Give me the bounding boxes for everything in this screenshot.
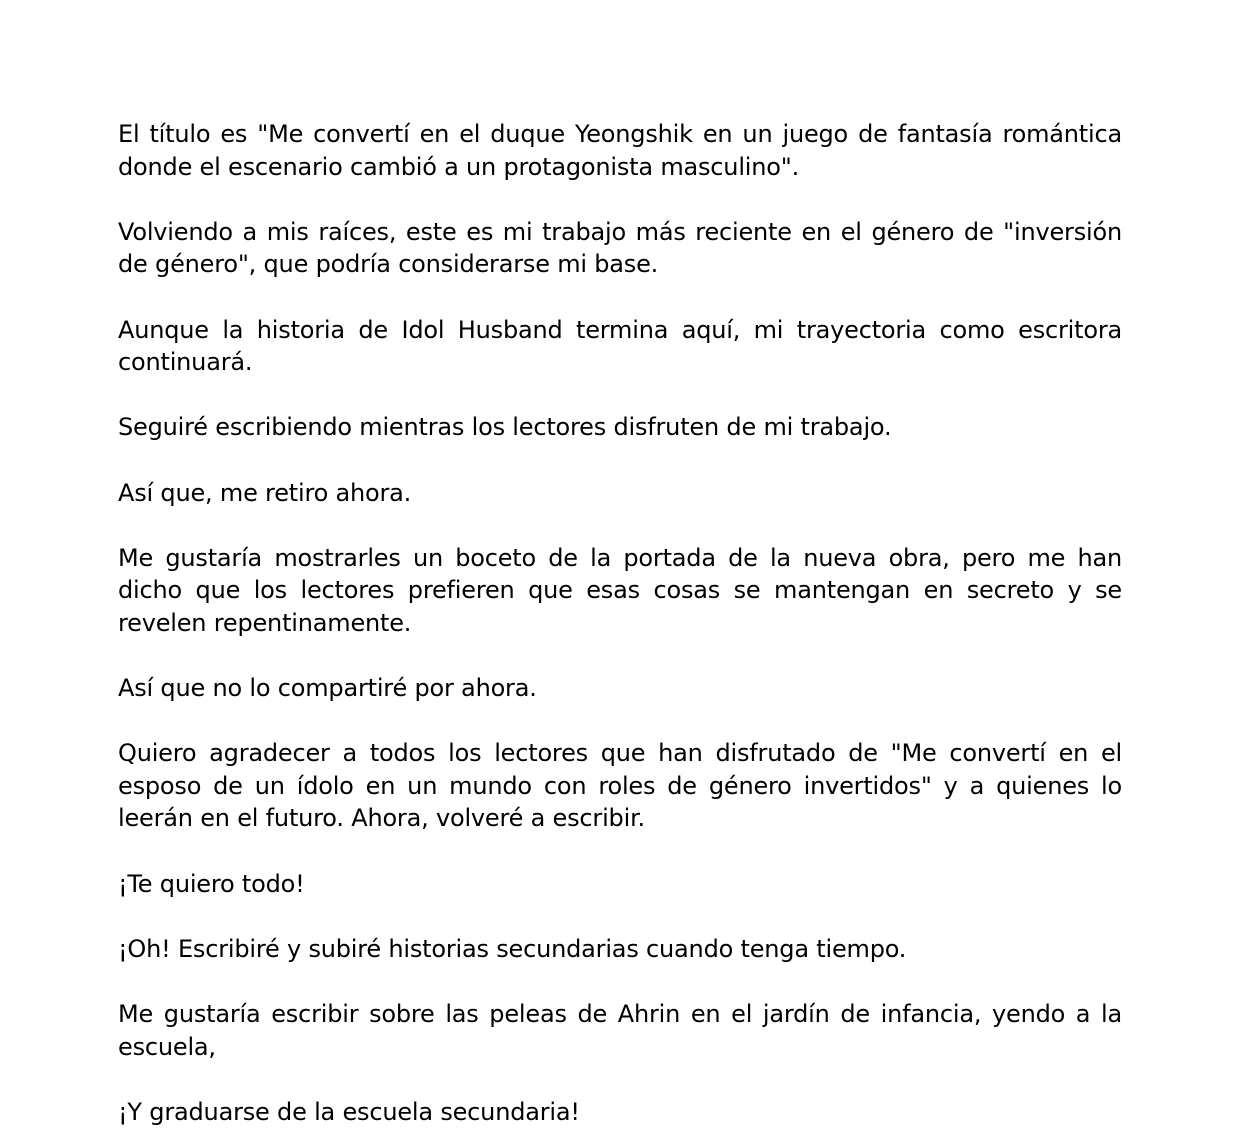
document-page (118, 118, 1122, 1128)
paragraph-side-stories: ¡Oh! Escribiré y subiré historias secundarias cuando tenga tiempo. (118, 934, 907, 963)
paragraph-not-sharing: Así que no lo compartiré por ahora. (118, 674, 537, 703)
paragraph-retire-now: Así que, me retiro ahora. (118, 478, 412, 507)
paragraph-thanks-readers: Quiero agradecer a todos los lectores que han disfrutado de "Me convertí en el esposo de un ídolo en un mundo con roles de género invertidos" y a quienes lo leerán en el futuro. Ahora, volveré a escribir. (118, 739, 1122, 833)
paragraph-keep-writing: Seguiré escribiendo mientras los lectores disfruten de mi trabajo. (118, 413, 892, 442)
paragraph-story-ends: Aunque la historia de Idol Husband termina aquí, mi trayectoria como escritora continuará. (118, 315, 1122, 377)
paragraph-genre-roots: Volviendo a mis raíces, este es mi trabajo más reciente en el género de "inversión de género", que podría considerarse mi base. (118, 217, 1122, 279)
paragraph-title-announcement: El título es "Me convertí en el duque Yeongshik en un juego de fantasía romántica donde el escenario cambió a un protagonista masculino". (118, 120, 1122, 181)
paragraph-ahrin-plans: Me gustaría escribir sobre las peleas de Ahrin en el jardín de infancia, yendo a la escuela, (118, 1000, 1122, 1061)
paragraph-cover-sketch: Me gustaría mostrarles un boceto de la portada de la nueva obra, pero me han dicho que los lectores prefieren que esas cosas se mantengan en secreto y se revelen repentinamente. (118, 543, 1122, 637)
paragraph-graduation: ¡Y graduarse de la escuela secundaria! (118, 1097, 580, 1126)
paragraph-love-all: ¡Te quiero todo! (118, 869, 305, 898)
